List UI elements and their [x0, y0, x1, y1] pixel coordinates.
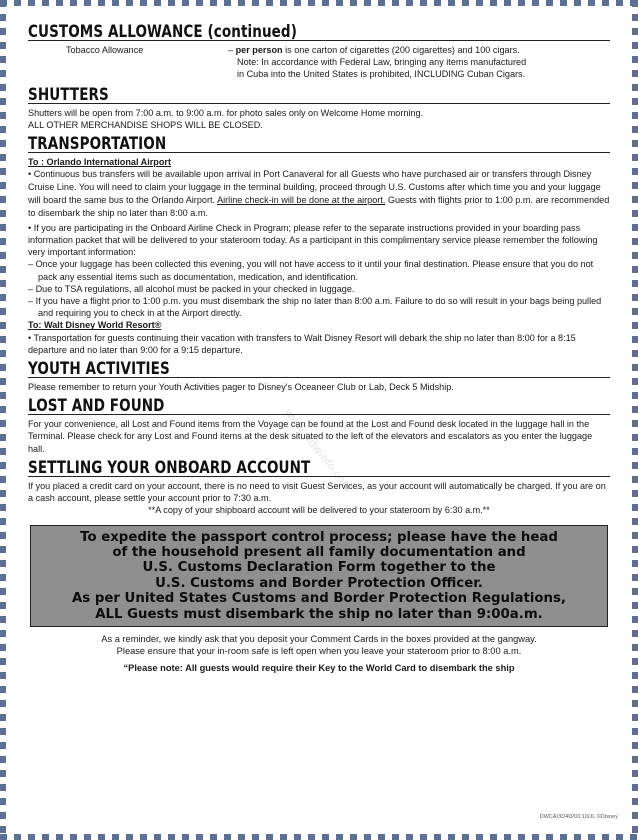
account-heading: SETTLING YOUR ONBOARD ACCOUNT: [28, 457, 311, 477]
notice-line: of the household present all family documentation and: [112, 544, 526, 560]
account-section: [28, 458, 610, 517]
shutters-section: [28, 85, 610, 131]
transportation-heading: TRANSPORTATION: [28, 134, 167, 154]
safe-reminder: Please ensure that your in-room safe is left open when you leave your stateroom prior to 8:00 a.m.: [116, 646, 522, 657]
customs-heading: CUSTOMS ALLOWANCE (continued): [28, 22, 297, 41]
tobacco-line1: is one carton of cigarettes (200 cigarettes) and 100 cigars.: [282, 45, 520, 55]
shutters-line2: ALL OTHER MERCHANDISE SHOPS WILL BE CLOSED.: [28, 119, 263, 130]
luggage-note: – Once your luggage has been collected this evening, you will not have access to it until your final destination. Please ensure that you do not pack any essential items such as documentation, medication, and identification.: [28, 259, 594, 282]
onboard-checkin-paragraph: • If you are participating in the Onboard Airline Check in Program; please refer to the separate instructions provided in your boarding pass information packet that will be delivered to your stateroom today. As a participant in this complimentary service please remember the following very important information:: [28, 222, 598, 258]
comment-card-reminder: As a reminder, we kindly ask that you deposit your Comment Cards in the boxes provided at the gangway.: [101, 633, 537, 644]
resort-paragraph: • Transportation for guests continuing their vacation with transfers to Walt Disney Resort will debark the ship no later than 8:00 for a 8:15 departure and no later than 9:00 for a 9:15 departure.: [28, 332, 576, 355]
shutters-heading: SHUTTERS: [28, 84, 109, 104]
notice-line: As per United States Customs and Border Protection Regulations,: [72, 591, 566, 607]
tobacco-label: Tobacco Allowance: [66, 45, 144, 55]
passport-notice-box: [30, 525, 608, 627]
resort-subheading: To: Walt Disney World Resort®: [28, 320, 162, 331]
tobacco-allowance-row: [28, 44, 610, 81]
key-card-note: “Please note: All guests would require their Key to the World Card to disembark the ship: [123, 662, 515, 673]
airport-subheading: To : Orlando International Airport: [28, 157, 171, 168]
watermark: www.wdwinfo.com: [281, 406, 355, 495]
notice-line: To expedite the passport control process; please have the head: [80, 529, 558, 545]
reminder-section: [28, 633, 610, 674]
lost-found-heading: LOST AND FOUND: [28, 396, 165, 416]
dash: –: [228, 45, 236, 55]
airport-paragraph: [28, 168, 610, 220]
document-code: DWCA/3D4D/03.10/JL ©Disney: [539, 814, 618, 820]
youth-heading: YOUTH ACTIVITIES: [28, 359, 170, 379]
shutters-line1: Shutters will be open from 7:00 a.m. to 9:00 a.m. for photo sales only on Welcome Home morning.: [28, 107, 424, 118]
customs-section: [28, 22, 610, 81]
per-person-text: per person: [235, 45, 283, 55]
lost-found-text: For your convenience, all Lost and Found items from the Voyage can be found at the Lost and Found desk located in the luggage hall in the Terminal. Please check for any Lost and Found items at the desk situated to the left of the elevators and escalators as you enter the luggage hall.: [28, 419, 593, 454]
tsa-note: – Due to TSA regulations, all alcohol must be packed in your checked in luggage.: [28, 283, 355, 294]
document-body: [14, 14, 624, 826]
account-copy-note: **A copy of your shipboard account will be delivered to your stateroom by 6:30 a.m.**: [148, 505, 490, 516]
notice-line: ALL Guests must disembark the ship no later than 9:00a.m.: [95, 606, 543, 622]
transportation-section: [28, 134, 610, 356]
youth-text: Please remember to return your Youth Activities pager to Disney's Oceaneer Club or Lab, Deck 5 Midship.: [28, 382, 454, 393]
notice-line: U.S. Customs and Border Protection Officer.: [155, 575, 483, 591]
flight-note: – If you have a flight prior to 1:00 p.m. you must disembark the ship no later than 8:00 a.m. Failure to do so will result in your bags being pulled and requiring you to check in at the Airport directly.: [28, 296, 602, 319]
account-text: If you placed a credit card on your account, there is no need to visit Guest Services, as your account will automatically be charged. If you are on a cash account, please settle your account prior to 7:30 a.m.: [28, 480, 606, 504]
notice-line: U.S. Customs Declaration Form together to the: [142, 560, 496, 576]
airport-text-end: Guests with flights prior to 1:00 p.m. are recommended to disembark the ship no later than 8:00 a.m.: [28, 195, 610, 218]
tobacco-line2: Note: In accordance with Federal Law, bringing any items manufactured: [237, 57, 527, 68]
airline-checkin-note: Airline check-in will be done at the airport.: [217, 195, 386, 206]
tobacco-line3: in Cuba into the United States is prohibited, INCLUDING Cuban Cigars.: [237, 69, 526, 80]
tobacco-text: [224, 44, 610, 81]
youth-section: [28, 359, 610, 393]
airport-text: • Continuous bus transfers will be available upon arrival in Port Canaveral for all Guests who have purchased air or transfers through Disney Cruise Line. You will need to claim your luggage in the terminal building, proceed through U.S. Customs after which time you and your luggage will board the same bus to the Orlando Airport.: [28, 169, 601, 206]
